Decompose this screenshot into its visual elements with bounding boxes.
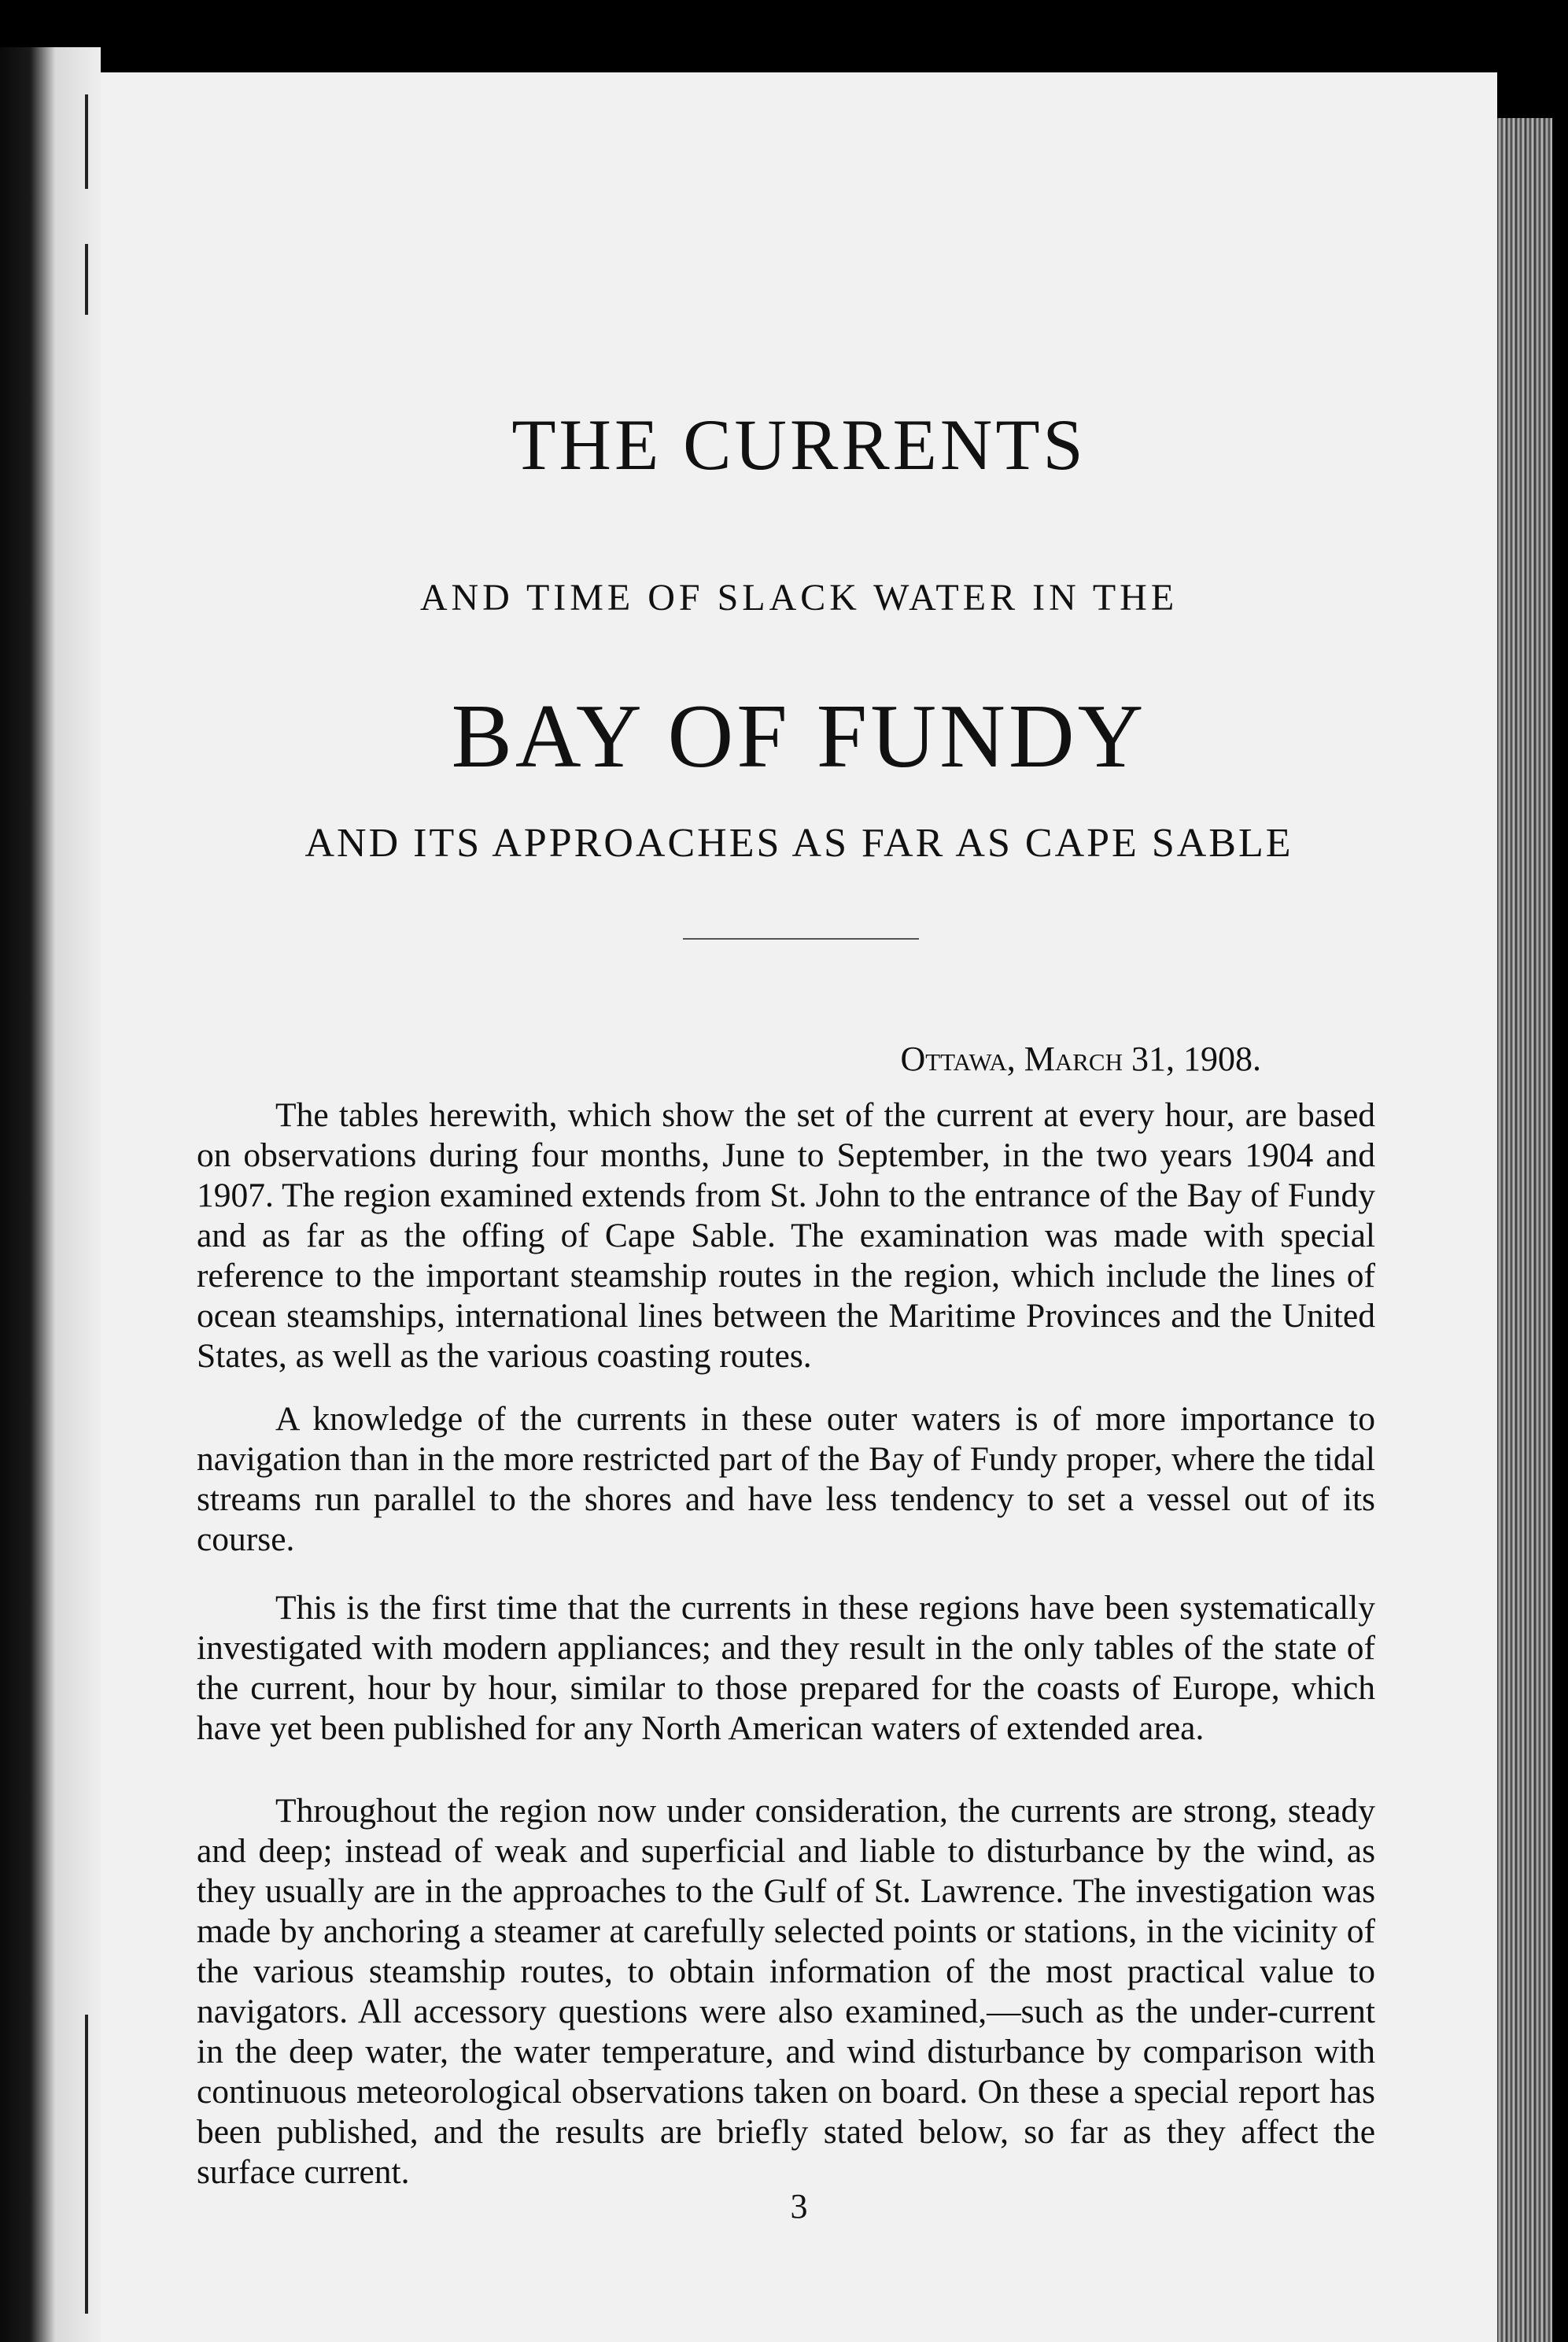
- paragraph-text: This is the first time that the currents in these regions have been systematically investigated with modern appliances; and they result in the only tables of the state of the current, hour by hour, similar to those prepared for the coasts of Europe, which have yet been published for any North American waters of extended area.: [197, 1589, 1375, 1747]
- scan-mark: [85, 2015, 88, 2314]
- scan-mark: [85, 244, 88, 315]
- title-divider: [683, 938, 919, 940]
- page-number: 3: [790, 2187, 808, 2226]
- dateline: Ottawa, March 31, 1908.: [900, 1040, 1261, 1078]
- paragraph-2: [197, 1399, 1375, 1560]
- scan-mark: [85, 94, 88, 189]
- title-subline: AND TIME OF SLACK WATER IN THE: [419, 577, 1179, 619]
- paragraph-3: [197, 1588, 1375, 1749]
- paragraph-text: Throughout the region now under consideration, the currents are strong, steady and deep; instead of weak and superficial and liable to disturbance by the wind, as they usually are in the approaches to the Gulf of St. Lawrence. The investigation was made by anchoring a steamer at carefully selected points or stations, in the vicinity of the various steamship routes, to obtain information of the most practical value to navigators. All accessory questions were also examined,—such as the under-current in the deep water, the water temperature, and wind disturbance by comparison with continuous meteorological observations taken on board. On these a special report has been published, and the results are briefly stated below, so far as they affect the surface current.: [197, 1792, 1375, 2191]
- title-main: THE CURRENTS: [511, 404, 1087, 485]
- title-bay-of-fundy: BAY OF FUNDY: [451, 686, 1147, 787]
- facing-page-edge: [0, 47, 101, 2342]
- paragraph-4: [197, 1791, 1375, 2192]
- page-block-edge: [1497, 118, 1552, 2342]
- paragraph-text: The tables herewith, which show the set of the current at every hour, are based on observations during four months, June to September, in the two years 1904 and 1907. The region examined extends from St. John to the entrance of the Bay of Fundy and as far as the offing of Cape Sable. The examination was made with special reference to the important steamship routes in the region, which include the lines of ocean steamships, international lines between the Maritime Provinces and the United States, as well as the various coasting routes.: [197, 1096, 1375, 1375]
- book-page: [101, 72, 1497, 2342]
- paragraph-text: A knowledge of the currents in these outer waters is of more importance to navigation than in the more restricted part of the Bay of Fundy proper, where the tidal streams run parallel to the shores and have less tendency to set a vessel out of its course.: [197, 1400, 1375, 1558]
- title-approaches: AND ITS APPROACHES AS FAR AS CAPE SABLE: [304, 821, 1293, 866]
- paragraph-1: [197, 1095, 1375, 1376]
